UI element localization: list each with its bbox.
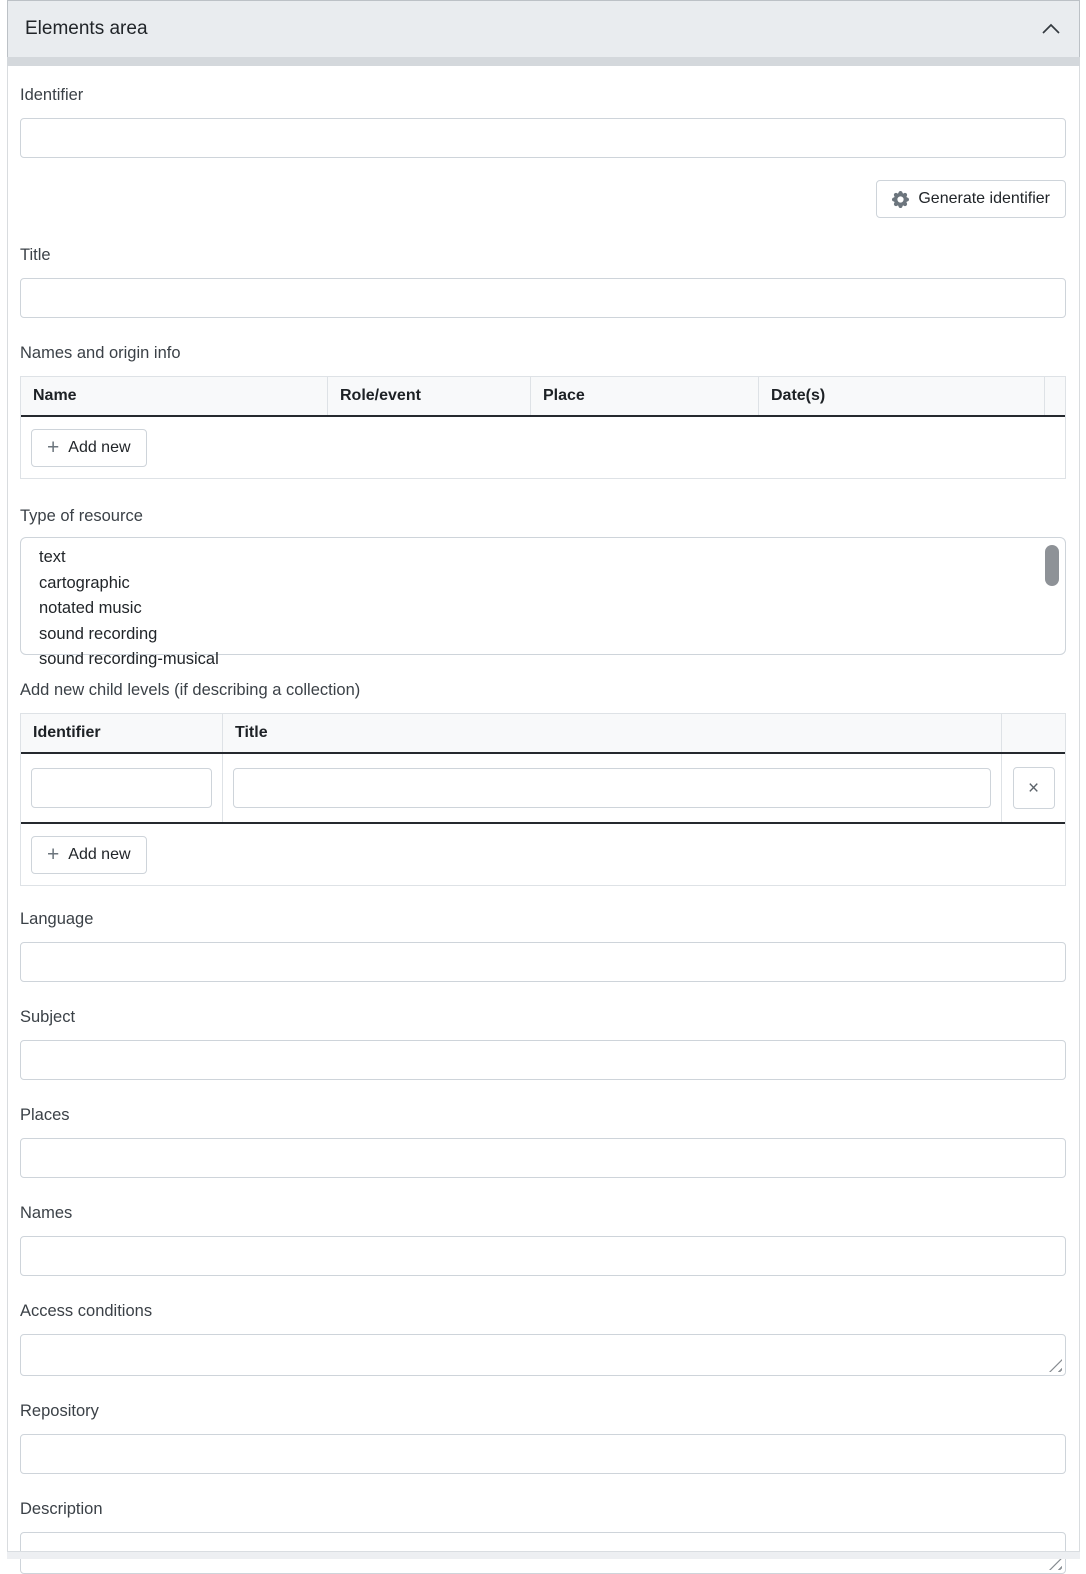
names-origin-add-new-label: Add new — [68, 439, 131, 456]
places-input[interactable] — [20, 1138, 1066, 1178]
column-header-name: Name — [21, 377, 328, 415]
column-header-identifier: Identifier — [21, 714, 223, 752]
column-header-actions — [1045, 377, 1065, 415]
child-levels-table-footer — [21, 824, 1065, 885]
plus-icon: + — [47, 435, 60, 459]
header-divider — [7, 57, 1080, 66]
chevron-up-icon[interactable] — [1041, 23, 1061, 35]
gear-icon — [892, 191, 909, 208]
remove-row-button[interactable] — [1013, 767, 1055, 809]
child-levels-label: Add new child levels (if describing a collection) — [20, 681, 361, 699]
listbox-option-sound-recording[interactable]: sound recording — [39, 624, 158, 643]
section-body — [7, 66, 1080, 1551]
column-header-title: Title — [223, 714, 1002, 752]
names-origin-table — [20, 376, 1066, 479]
listbox-option-text[interactable]: text — [39, 548, 66, 566]
type-of-resource-listbox[interactable] — [20, 537, 1066, 668]
names-input[interactable] — [20, 1236, 1066, 1276]
section-header[interactable] — [7, 0, 1080, 57]
language-label: Language — [20, 910, 94, 928]
child-levels-add-new-button[interactable] — [31, 836, 147, 874]
names-origin-add-new-button[interactable] — [31, 429, 147, 467]
names-origin-table-footer — [21, 417, 1065, 478]
listbox-option-cartographic[interactable]: cartographic — [39, 573, 130, 592]
access-conditions-label: Access conditions — [20, 1302, 153, 1320]
subject-label: Subject — [20, 1008, 76, 1026]
child-levels-add-new-label: Add new — [68, 846, 131, 863]
x-icon: × — [1027, 777, 1040, 799]
repository-input[interactable] — [20, 1434, 1066, 1474]
column-header-actions — [1002, 714, 1065, 752]
listbox-scrollbar-thumb[interactable] — [1045, 545, 1059, 586]
identifier-input[interactable] — [20, 118, 1066, 158]
repository-label: Repository — [20, 1402, 99, 1420]
column-header-role-event: Role/event — [328, 377, 531, 415]
type-of-resource-label: Type of resource — [20, 507, 143, 525]
subject-input[interactable] — [20, 1040, 1066, 1080]
column-header-dates: Date(s) — [759, 377, 1045, 415]
elements-area-section — [7, 0, 1080, 1559]
title-input[interactable] — [20, 278, 1066, 318]
listbox-option-notated-music[interactable]: notated music — [39, 599, 142, 617]
next-section-edge — [7, 1551, 1080, 1559]
identifier-label: Identifier — [20, 86, 84, 104]
child-levels-table — [20, 713, 1066, 886]
title-label: Title — [20, 246, 51, 264]
column-header-place: Place — [531, 377, 759, 415]
listbox-option-sound-recording-musical[interactable]: sound recording-musical — [39, 650, 219, 668]
names-origin-table-header — [21, 377, 1065, 417]
child-levels-table-header — [21, 714, 1065, 754]
section-title: Elements area — [25, 18, 148, 39]
child-title-input[interactable] — [233, 768, 991, 808]
child-identifier-input[interactable] — [31, 768, 212, 808]
generate-identifier-label: Generate identifier — [918, 190, 1050, 207]
generate-identifier-button[interactable] — [876, 180, 1066, 218]
places-label: Places — [20, 1106, 70, 1124]
names-origin-label: Names and origin info — [20, 344, 181, 362]
names-label: Names — [20, 1204, 73, 1222]
access-conditions-textarea[interactable] — [20, 1334, 1066, 1376]
description-label: Description — [20, 1500, 103, 1518]
language-input[interactable] — [20, 942, 1066, 982]
child-level-row — [21, 754, 1065, 824]
plus-icon: + — [47, 842, 60, 866]
